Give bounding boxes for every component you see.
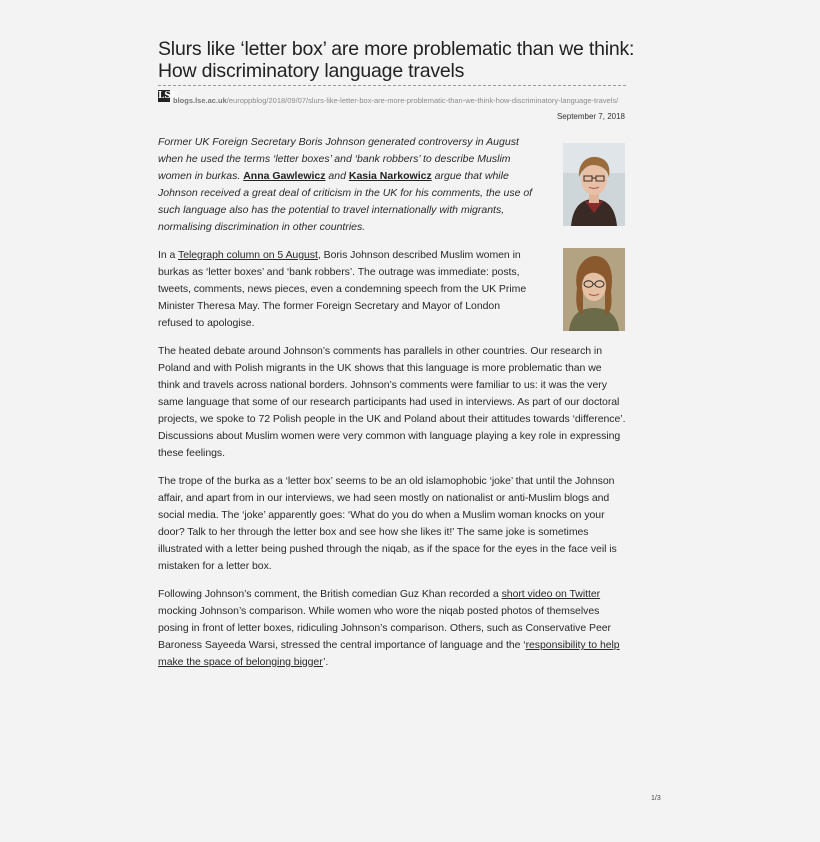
- paragraph-3: The trope of the burka as a ‘letter box’ seems to be an old islamophobic ‘joke’ that until the Johnson affair, and apart from in our interviews, we had seen mostly on nationalist or anti-Muslim blogs and social media. The ‘joke’ apparently goes: ‘What do you do when a Muslim woman knocks on your door? Talk to her through the letter box and see how she likes it!’ The same joke is sometimes illustrated with a letter being pushed through the niqab, as if the space for the eyes in the face veil is mistaken for a letter box.: [158, 475, 617, 572]
- title-divider: [158, 85, 626, 86]
- article-title: Slurs like ‘letter box’ are more problematic than we think: How discriminatory language travels: [158, 38, 635, 82]
- belonging-bigger-link[interactable]: responsibility to help make the space of belonging bigger: [158, 639, 620, 668]
- paragraph-2: The heated debate around Johnson’s comments has parallels in other countries. Our research in Poland and with Polish migrants in the UK shows that this language is more problematic than we think and travels across national borders. Johnson’s comments were familiar to us: it was the very same language that some of our research participants had used in interviews. As part of our doctoral projects, we spoke to 72 Polish people in the UK and Poland about their attitudes towards ‘difference’. Discussions about Muslim women were very common with language playing a key role in expressing these feelings.: [158, 345, 626, 459]
- page-number: 1/3: [651, 795, 661, 802]
- intro-text-1: Former UK Foreign Secretary Boris Johnson generated controversy in August when he used the terms ‘letter boxes’ and ‘bank robbers’ to describe Muslim women in burkas.: [158, 136, 519, 182]
- article-intro: [158, 134, 543, 236]
- para4-end: ’.: [323, 656, 329, 668]
- source-url[interactable]: [173, 96, 618, 105]
- intro-and: and: [325, 170, 349, 182]
- source-path: /europpblog/2018/09/07/slurs-like-letter-box-are-more-problematic-than-we-think-how-discriminatory-language-travels/: [226, 96, 619, 105]
- article-body: [158, 134, 626, 671]
- short-video-link[interactable]: short video on Twitter: [501, 588, 601, 600]
- author-link-anna-gawlewicz[interactable]: Anna Gawlewicz: [243, 170, 326, 182]
- para4-mid: mocking Johnson’s comparison. While women who wore the niqab posted photos of themselves posing in front of letter boxes, ridiculing Johnson’s comparison. Others, such as Conservative Peer Baroness Sayeeda Warsi, stressed the central importance of language and the ‘: [158, 605, 612, 651]
- intro-text-2: argue that while Johnson received a great deal of criticism in the UK for his comments, the use of such language also has the potential to travel internationally with migrants, normalising discrimination in other countries.: [158, 170, 533, 233]
- para4-lead: Following Johnson’s comment, the British comedian Guz Khan recorded a: [158, 588, 502, 600]
- lse-logo-icon: LSE: [158, 91, 178, 101]
- publish-date: September 7, 2018: [556, 112, 625, 121]
- paragraph-4: [158, 586, 626, 671]
- para1-lead: In a: [158, 249, 178, 261]
- author-link-kasia-narkowicz[interactable]: Kasia Narkowicz: [348, 170, 432, 182]
- source-line: [158, 90, 628, 108]
- paragraph-1: [158, 247, 528, 332]
- para1-rest: , Boris Johnson described Muslim women in burkas as ‘letter boxes’ and ‘bank robbers’. The outrage was immediate: posts, tweets, comments, news pieces, even a condemning speech from the UK Prime Minister Theresa May. The former Foreign Secretary and Mayor of London refused to apologise.: [158, 249, 527, 329]
- source-domain: blogs.lse.ac.uk: [173, 96, 227, 105]
- telegraph-column-link[interactable]: Telegraph column on 5 August: [178, 249, 318, 261]
